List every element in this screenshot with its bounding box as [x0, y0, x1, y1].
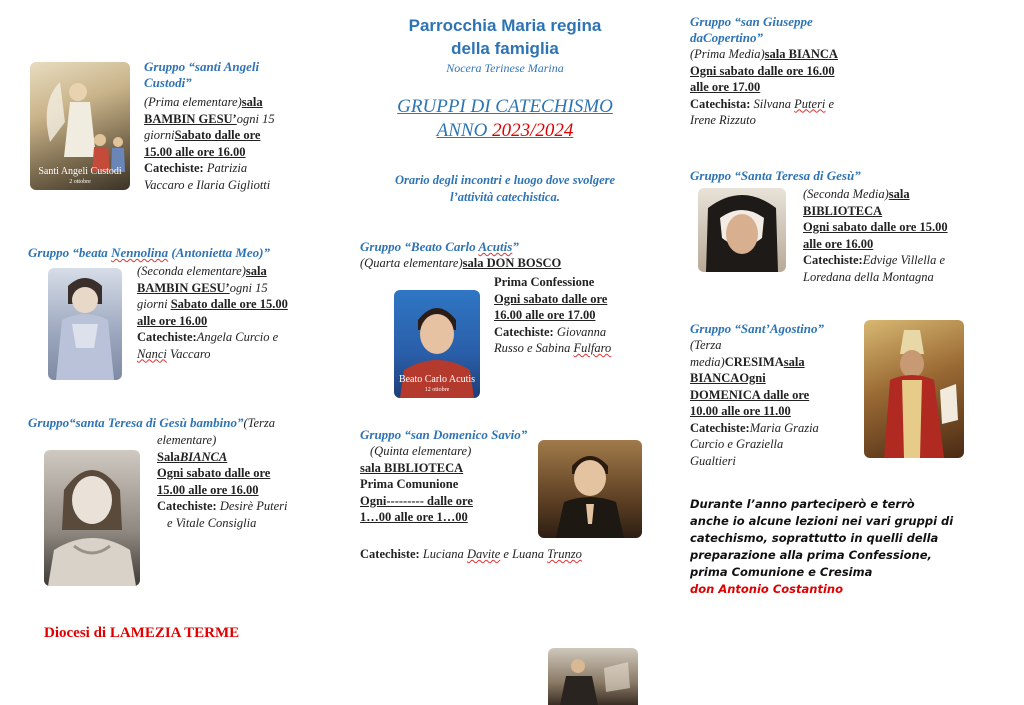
group-teresa-gesu-time2: alle ore 16.00: [803, 236, 874, 251]
group-giuseppe-time2: alle ore 17.00: [690, 80, 761, 94]
group-teresa-bambino-title: [28, 414, 328, 432]
group-savio-class: (Quinta elementare): [370, 444, 472, 458]
group-teresa-bambino-room-line: [157, 449, 327, 466]
group-teresa-bambino-time2: 15.00 alle ore 16.00: [157, 482, 259, 497]
schedule-subtitle: [350, 172, 660, 206]
guardian-angel-caption: [30, 166, 130, 188]
agostino-image: [864, 320, 964, 458]
group-teresa-gesu-catechists: [803, 252, 983, 269]
main-title-line2: [350, 119, 660, 143]
parish-header: [350, 14, 660, 60]
parish-location: Nocera Terinese Marina: [446, 61, 564, 75]
group-teresa-gesu-time1: Ogni sabato dalle ore 15.00: [803, 220, 948, 234]
group-angeli-class: (Prima elementare): [144, 95, 242, 109]
group-savio-cat-b: Davite: [466, 547, 501, 561]
teresa-bambino-image: [44, 450, 140, 586]
group-teresa-gesu-room: BIBLIOTECA: [803, 203, 883, 218]
group-giuseppe-cat1c: e: [825, 96, 835, 111]
group-giuseppe-room: sala BIANCA: [764, 47, 838, 61]
group-angeli-time1: Sabato dalle ore: [174, 128, 261, 142]
group-nennolina-time1: Sabato dalle ore 15.00: [170, 297, 288, 311]
group-savio-time1: Ogni--------- dalle ore: [360, 493, 473, 508]
group-nennolina-freq2: giorni: [137, 297, 171, 311]
acutis-caption: [394, 374, 480, 396]
group-teresa-bambino-room-pre: Sala: [157, 449, 180, 464]
group-teresa-bambino-room: BIANCA: [179, 449, 228, 464]
main-title-line1: GRUPPI DI CATECHISMO: [397, 96, 613, 117]
group-angeli-catechists: [144, 160, 314, 177]
group-nennolina-cat-label: Catechiste:: [137, 330, 197, 344]
bottom-saint-image: [548, 648, 638, 705]
group-teresa-gesu-class: (Seconda Media): [803, 187, 889, 201]
group-nennolina-cat2: [137, 346, 317, 363]
group-acutis-title-name: Acutis: [478, 239, 513, 254]
group-agostino-time0: Ogni: [739, 371, 766, 385]
agostino-figure-icon: [864, 320, 964, 458]
guardian-angel-caption-date: 2 ottobre: [69, 179, 91, 185]
priest-note: [690, 496, 990, 598]
group-agostino-time1: DOMENICA dalle ore: [690, 387, 810, 402]
group-agostino-cat2: Curcio e Graziella: [690, 437, 784, 451]
group-agostino-cat-label: Catechiste:: [690, 420, 750, 435]
group-angeli-cat1: Patrizia: [203, 161, 248, 175]
group-nennolina-cat2a: Nanci: [137, 346, 167, 361]
group-nennolina-cat1: Angela Curcio e: [196, 330, 279, 344]
group-giuseppe-catechists: [690, 96, 890, 113]
group-teresa-gesu-cat1: Edvige Villella e: [862, 253, 946, 267]
priest-signature: don Antonio Costantino: [690, 582, 843, 596]
group-angeli-cat2: Vaccaro e Ilaria Gigliotti: [144, 177, 271, 192]
group-savio-cat-c: e Luana: [500, 547, 548, 561]
teresa-gesu-figure-icon: [698, 188, 786, 272]
acutis-caption-text: Beato Carlo Acutis: [398, 374, 476, 385]
group-savio-catechists: [360, 546, 650, 563]
priest-note-line4: preparazione alla prima Confessione,: [690, 548, 932, 562]
group-giuseppe-cat1a: Silvana: [750, 96, 795, 111]
group-acutis-title-pre: Gruppo “Beato Carlo: [360, 239, 479, 254]
group-giuseppe-class: (Prima Media): [690, 47, 765, 61]
group-savio-time2: 1…00 alle ore 1…00: [360, 510, 468, 524]
group-teresa-bambino-title-text: Gruppo“santa Teresa di Gesù bambino”: [28, 415, 244, 430]
group-savio: [360, 427, 540, 526]
group-angeli-time2: 15.00 alle ore 16.00: [144, 144, 246, 159]
group-acutis-sacrament: Prima Confessione: [494, 275, 595, 289]
group-agostino-line2: [690, 354, 860, 371]
group-angeli-line3: [144, 127, 314, 144]
group-teresa-bambino-time1: Ogni sabato dalle ore: [157, 466, 271, 480]
group-angeli-cat-label: Catechiste:: [144, 161, 204, 175]
group-agostino-sacrament: CRESIMA: [724, 354, 784, 369]
group-teresa-gesu-cat-label: Catechiste:: [803, 253, 863, 267]
group-acutis-title: [360, 239, 650, 255]
group-acutis-title-post: ”: [512, 239, 519, 254]
group-nennolina-title-pre: Gruppo “beata: [28, 245, 112, 260]
group-agostino: [690, 321, 860, 469]
group-savio-cat-label: Catechiste:: [360, 547, 420, 561]
main-title: [350, 95, 660, 143]
teresa-gesu-image: [698, 188, 786, 272]
group-acutis-details: [494, 274, 644, 357]
group-acutis-cat-label: Catechiste:: [494, 324, 554, 339]
group-acutis-time2: 16.00 alle ore 17.00: [494, 308, 596, 322]
savio-image: [538, 440, 642, 538]
group-nennolina-title-name: Nennolina: [111, 245, 169, 260]
group-giuseppe-cat1b: Puteri: [794, 96, 826, 111]
group-agostino-class2: media): [690, 354, 725, 369]
group-acutis-catechists: [494, 324, 644, 341]
group-giuseppe-cat2: Irene Rizzuto: [690, 113, 756, 127]
group-agostino-class1: (Terza: [690, 338, 722, 352]
group-teresa-gesu: [803, 186, 983, 285]
main-title-anno: ANNO: [436, 120, 493, 141]
group-agostino-line3: [690, 370, 860, 387]
group-savio-cat-a: Luciana: [419, 547, 467, 561]
group-acutis-line1: [360, 255, 650, 272]
guardian-angel-caption-text: Santi Angeli Custodi: [38, 166, 122, 177]
group-acutis: [360, 239, 650, 272]
group-teresa-gesu-cat2: Loredana della Montagna: [803, 269, 934, 284]
group-teresa-gesu-line1: [803, 186, 983, 203]
main-title-year: 2023/2024: [492, 120, 574, 141]
group-angeli-title1: Gruppo “santi Angeli: [144, 59, 260, 74]
teresa-bambino-figure-icon: [44, 450, 140, 586]
group-agostino-time2: 10.00 alle ore 11.00: [690, 404, 791, 418]
group-nennolina-class: (Seconda elementare): [137, 264, 246, 278]
group-angeli-sala: sala: [241, 95, 263, 109]
group-nennolina-freq1: ogni 15: [229, 280, 268, 295]
group-teresa-bambino-class2: elementare): [157, 433, 217, 447]
group-acutis-time1: Ogni sabato dalle ore: [494, 291, 608, 306]
group-nennolina: [137, 263, 317, 362]
group-angeli-line1: [144, 94, 314, 111]
group-angeli: [144, 59, 314, 193]
group-nennolina-cat2b: Vaccaro: [166, 346, 211, 361]
group-teresa-bambino-class1: (Terza: [243, 416, 275, 430]
group-nennolina-room: BAMBIN GESU’: [137, 280, 230, 295]
guardian-angel-image: [30, 62, 130, 190]
group-teresa-bambino-cat1: Desirè Puteri: [216, 499, 288, 513]
group-acutis-cat2a: Russo e Sabina: [494, 341, 574, 355]
group-acutis-cat2: [494, 340, 644, 357]
group-teresa-gesu-title: Gruppo “Santa Teresa di Gesù”: [690, 168, 861, 183]
group-nennolina-sala: sala: [245, 264, 267, 278]
group-angeli-title2: Custodi”: [144, 75, 192, 90]
schedule-subtitle-line2: l’attività catechistica.: [450, 190, 560, 204]
group-nennolina-title-post: (Antonietta Meo)”: [168, 245, 270, 260]
nennolina-figure-icon: [48, 268, 122, 380]
group-angeli-freq2: giorni: [144, 128, 175, 142]
parish-name-line1: Parrocchia Maria regina: [408, 16, 602, 35]
group-agostino-title: Gruppo “Sant’Agostino”: [690, 321, 825, 336]
group-teresa-gesu-sala: sala: [888, 187, 910, 201]
group-agostino-room: BIANCA: [690, 371, 740, 385]
group-teresa-bambino: [157, 432, 327, 531]
schedule-subtitle-line1: Orario degli incontri e luogo dove svolgere: [394, 173, 616, 187]
group-nennolina-line1: [137, 263, 317, 280]
group-agostino-sala: sala: [783, 354, 805, 369]
priest-note-line2: anche io alcune lezioni nei vari gruppi di: [690, 514, 954, 528]
group-savio-room: sala BIBLIOTECA: [360, 460, 464, 475]
group-agostino-catechists: [690, 420, 860, 437]
group-giuseppe-title1: Gruppo “san Giuseppe: [690, 14, 813, 29]
group-giuseppe-line1: [690, 46, 890, 63]
priest-note-line1: Durante l’anno parteciperò e terrò: [690, 497, 915, 511]
group-angeli-freq1: ogni 15: [236, 111, 275, 126]
group-savio-sacrament: Prima Comunione: [360, 477, 459, 491]
group-teresa-bambino-cat2: e Vitale Consiglia: [167, 515, 257, 530]
group-teresa-bambino-catechists: [157, 498, 327, 515]
group-giuseppe-title2: daCopertino”: [690, 30, 763, 45]
group-nennolina-catechists: [137, 329, 317, 346]
group-angeli-line2: [144, 111, 314, 128]
group-nennolina-time2: alle ore 16.00: [137, 313, 208, 328]
group-teresa-bambino-cat-label: Catechiste:: [157, 499, 217, 513]
group-acutis-class: (Quarta elementare): [360, 256, 463, 270]
bottom-saint-figure-icon: [548, 648, 638, 705]
group-acutis-cat2b: Fulfaro: [573, 341, 612, 355]
nennolina-image: [48, 268, 122, 380]
group-agostino-cat3: Gualtieri: [690, 453, 736, 468]
group-nennolina-line3: [137, 296, 317, 313]
group-giuseppe-cat-label: Catechista:: [690, 96, 751, 111]
group-giuseppe: [690, 14, 890, 129]
diocese-label: Diocesi di LAMEZIA TERME: [44, 625, 240, 641]
priest-note-line3: catechismo, soprattutto in quelli della: [690, 531, 939, 545]
priest-note-line5: prima Comunione e Cresima: [690, 565, 873, 579]
group-agostino-cat1: Maria Grazia: [749, 420, 819, 435]
group-nennolina-title: [28, 245, 328, 261]
group-acutis-cat1: Giovanna: [553, 324, 607, 339]
group-savio-cat-d: Trunzo: [547, 547, 582, 561]
group-angeli-room: BAMBIN GESU’: [144, 111, 237, 126]
acutis-image: [394, 290, 480, 398]
acutis-caption-date: 12 ottobre: [424, 387, 450, 393]
group-savio-title: Gruppo “san Domenico Savio”: [360, 427, 528, 442]
parish-name-line2: della famiglia: [451, 39, 559, 58]
savio-figure-icon: [538, 440, 642, 538]
group-acutis-room: sala DON BOSCO: [462, 256, 562, 270]
group-giuseppe-time1: Ogni sabato dalle ore 16.00: [690, 63, 835, 78]
group-nennolina-line2: [137, 280, 317, 297]
